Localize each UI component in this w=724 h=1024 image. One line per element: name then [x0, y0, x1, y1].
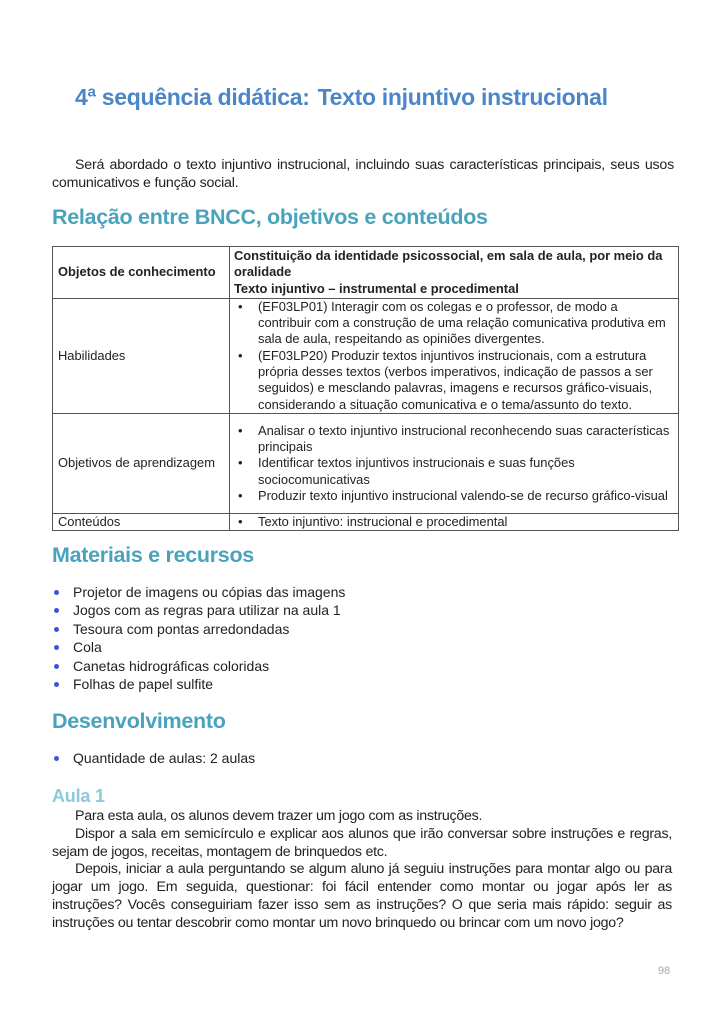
bullet-icon	[54, 664, 59, 669]
bullet-icon	[54, 627, 59, 632]
table-row-habilidades	[53, 298, 679, 413]
section-heading-materials: Materiais e recursos	[52, 543, 254, 567]
section-heading-bncc: Relação entre BNCC, objetivos e conteúdos	[52, 205, 488, 229]
table-row-header	[53, 247, 679, 299]
paragraph: Para esta aula, os alunos devem trazer um jogo com as instruções.	[75, 808, 483, 824]
list-item-text: Tesoura com pontas arredondadas	[73, 620, 290, 637]
table-cell-label: Objetivos de aprendizagem	[53, 413, 230, 513]
header-line-2: Texto injuntivo – instrumental e procedimental	[234, 280, 519, 296]
table-cell-header-content	[230, 247, 679, 299]
bullet-icon	[54, 682, 59, 687]
materials-list	[52, 583, 345, 693]
list-item-text: Cola	[73, 639, 102, 656]
bullet-icon	[54, 756, 59, 761]
table-cell-label: Conteúdos	[53, 513, 230, 530]
table-row-conteudos	[53, 513, 679, 530]
intro-text: Será abordado o texto injuntivo instrucional, incluindo suas características principais, seus usos comunicativos e função social.	[52, 157, 674, 191]
list-item: • Produzir texto injuntivo instrucional valendo-se de recurso gráfico-visual	[234, 488, 674, 504]
paragraph: Depois, iniciar a aula perguntando se algum aluno já seguiu instruções para montar algo ou para jogar um jogo. Em seguida, questionar: foi fácil entender como montar ou jogar após ler as instruções? Vocês conseguiriam fazer isso sem as instruções? O que seria mais rápido: seguir as instruções ou tentar descobrir como montar um novo brinquedo ou brincar com um novo jogo?	[52, 861, 672, 931]
list-item	[52, 749, 255, 767]
list-item	[52, 583, 345, 601]
subsection-heading-aula-1: Aula 1	[52, 786, 105, 806]
bncc-table	[52, 246, 679, 531]
list-item	[52, 620, 345, 638]
table-cell-label: Objetos de conhecimento	[53, 247, 230, 299]
lesson-1-body	[52, 808, 672, 933]
table-row-objetivos	[53, 413, 679, 513]
bullet-icon	[54, 608, 59, 613]
list-item: • (EF03LP01) Interagir com os colegas e o professor, de modo a contribuir com a construção de uma relação comunicativa produtiva em sala de aula, respeitando as opiniões divergentes.	[234, 299, 674, 348]
table-cell-label: Habilidades	[53, 298, 230, 413]
intro-paragraph	[52, 156, 674, 192]
list-item: • Texto injuntivo: instrucional e procedimental	[234, 514, 674, 530]
list-item-text: Folhas de papel sulfite	[73, 676, 214, 693]
title-topic: Texto injuntivo instrucional	[317, 84, 608, 110]
title-sequence-label: 4ª sequência didática:	[75, 84, 310, 110]
list-item	[52, 675, 345, 693]
bullet-icon	[54, 645, 59, 650]
table-cell-content	[230, 513, 679, 530]
list-item: • Analisar o texto injuntivo instrucional reconhecendo suas características principais	[234, 423, 674, 456]
list-item-text: Canetas hidrográficas coloridas	[73, 657, 270, 674]
page-number: 98	[658, 965, 671, 977]
skills-list	[234, 299, 674, 413]
header-line-1: Constituição da identidade psicossocial, em sala de aula, por meio da oralidade	[234, 248, 663, 280]
page-title	[75, 84, 608, 111]
list-item-text: Jogos com as regras para utilizar na aula 1	[73, 602, 341, 619]
table-cell-content	[230, 413, 679, 513]
list-item-text: Quantidade de aulas: 2 aulas	[73, 750, 256, 766]
development-list	[52, 749, 255, 767]
bullet-icon	[54, 590, 59, 595]
list-item	[52, 657, 345, 675]
list-item	[52, 601, 345, 619]
paragraph: Dispor a sala em semicírculo e explicar aos alunos que irão conversar sobre instruções e regras, sejam de jogos, receitas, montagem de brinquedos etc.	[52, 825, 672, 860]
objectives-list	[234, 423, 674, 504]
list-item-text: Projetor de imagens ou cópias das imagens	[73, 584, 346, 600]
list-item	[52, 638, 345, 656]
contents-list	[234, 514, 674, 530]
section-heading-development: Desenvolvimento	[52, 709, 226, 733]
list-item: • (EF03LP20) Produzir textos injuntivos instrucionais, com a estrutura própria desses textos (verbos imperativos, indicação de passos a ser seguidos) e mesclando palavras, imagens e recursos gráfico-visuais, considerando a situação comunicativa e o tema/assunto do texto.	[234, 348, 674, 413]
list-item: • Identificar textos injuntivos instrucionais e suas funções sociocomunicativas	[234, 455, 674, 488]
table-cell-content	[230, 298, 679, 413]
